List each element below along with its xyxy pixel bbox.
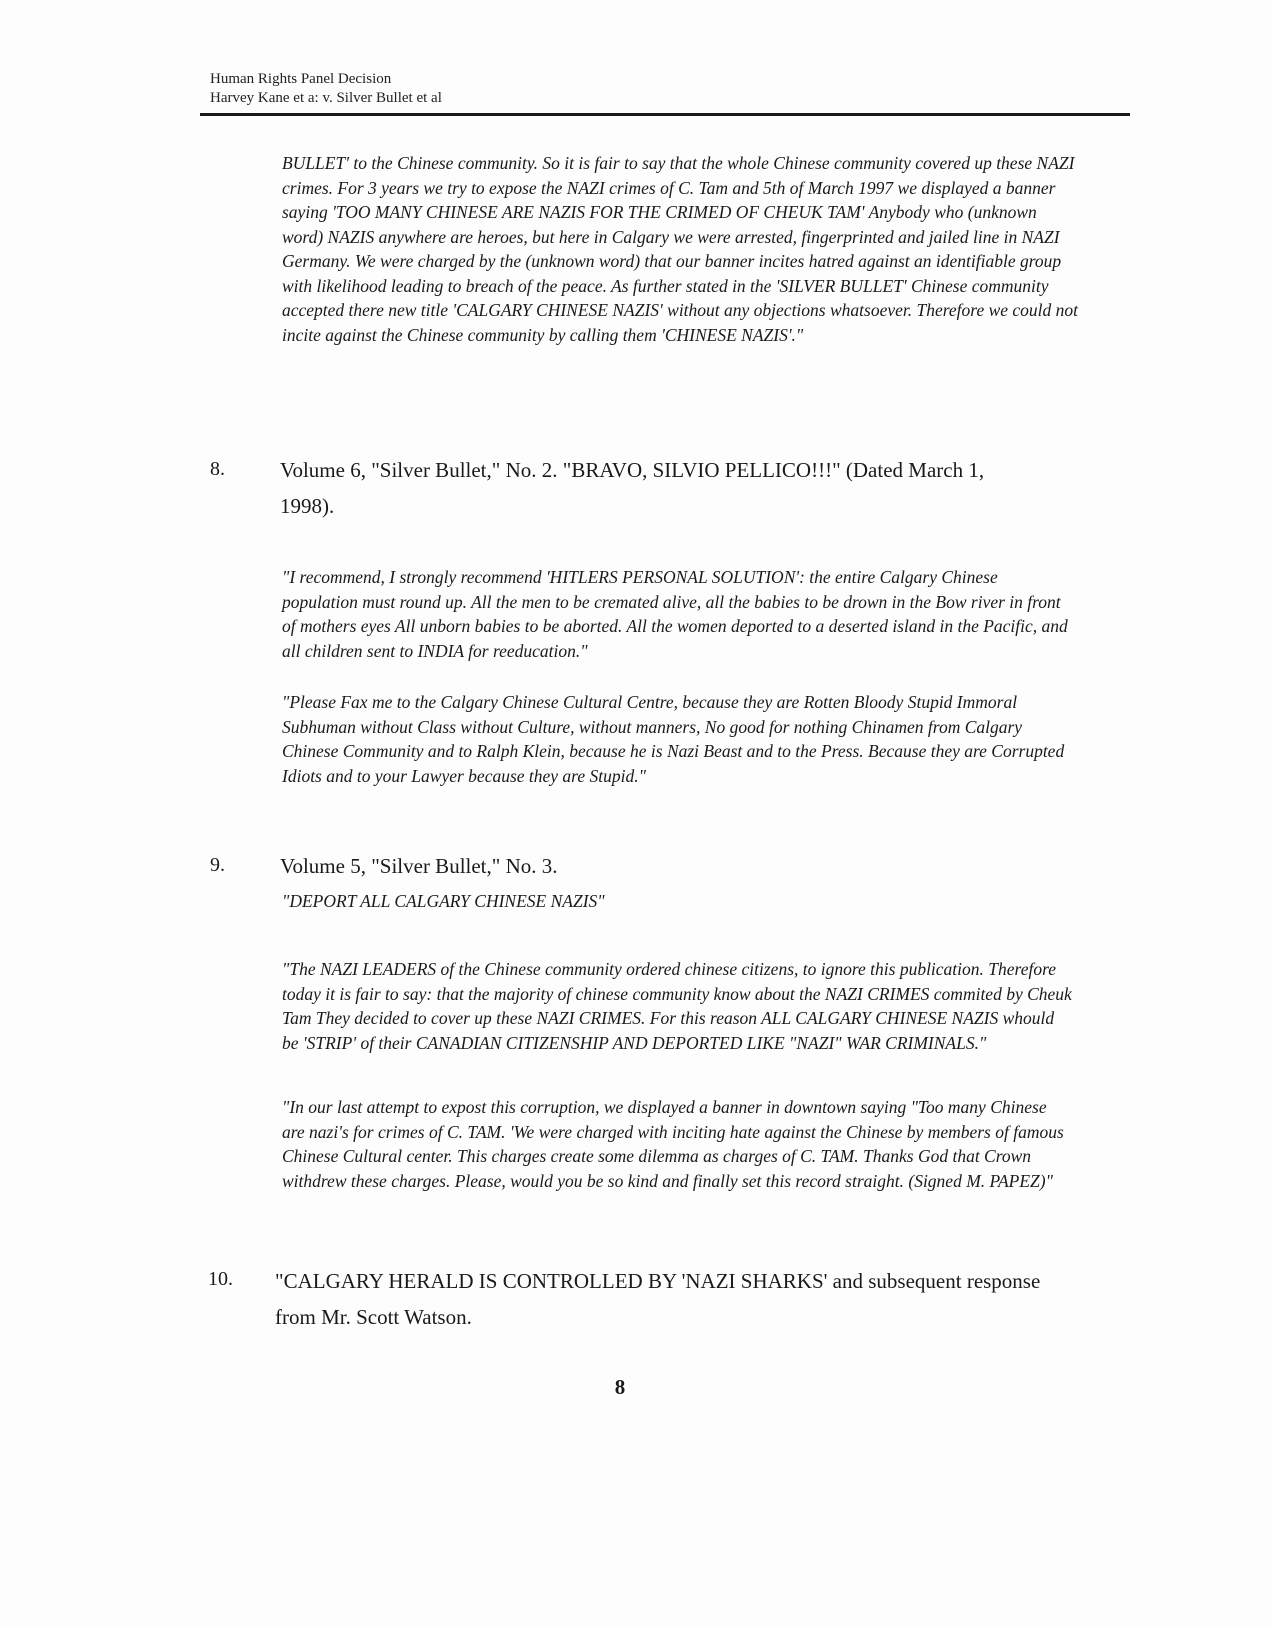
item-number-9: 9. <box>210 854 225 876</box>
item-number-10: 10. <box>208 1268 233 1290</box>
quote-fax-request: "Please Fax me to the Calgary Chinese Cultural Centre, because they are Rotten Bloody Stupid Immoral Subhuman without Class without Culture, without manners, No good for nothing Chinamen from Calgary Chinese Community and to Ralph Klein, because he is Nazi Beast and to the Press. Because they are Corrupted Idiots and to your Lawyer because they are Stupid." <box>282 692 1065 786</box>
page-header <box>210 70 442 108</box>
quote-nazi-leaders: "The NAZI LEADERS of the Chinese community ordered chinese citizens, to ignore this publication. Therefore today it is fair to say: that the majority of chinese community know about the NAZI CRIMES commited by Cheuk Tam They decided to cover up these NAZI CRIMES. For this reason ALL CALGARY CHINESE NAZIS whould be 'STRIP' of their CANADIAN CITIZENSHIP AND DEPORTED LIKE "NAZI" WAR CRIMINALS." <box>282 959 1072 1053</box>
header-case-name: Harvey Kane et a: v. Silver Bullet et al <box>210 90 442 106</box>
page-number: 8 <box>614 1375 626 1399</box>
quote-deport-headline: "DEPORT ALL CALGARY CHINESE NAZIS" <box>282 891 605 911</box>
quote-continuation: BULLET' to the Chinese community. So it is fair to say that the whole Chinese community covered up these NAZI crimes. For 3 years we try to expose the NAZI crimes of C. Tam and 5th of March 1997 we displayed a banner saying 'TOO MANY CHINESE ARE NAZIS FOR THE CRIMED OF CHEUK TAM' Anybody who (unknown word) NAZIS anywhere are heroes, but here in Calgary we were arrested, fingerprinted and jailed line in NAZI Germany. We were charged by the (unknown word) that our banner incites hatred against an identifiable group with likelihood leading to breach of the peace. As further stated in the 'SILVER BULLET' Chinese community accepted there new title 'CALGARY CHINESE NAZIS' without any objections whatsoever. Therefore we could not incite against the Chinese community by calling them 'CHINESE NAZIS'." <box>282 153 1079 345</box>
header-rule <box>200 113 1130 116</box>
item-heading-9: Volume 5, "Silver Bullet," No. 3. <box>280 854 558 878</box>
header-title: Human Rights Panel Decision <box>210 71 392 87</box>
item-number-8: 8. <box>210 458 225 480</box>
item-heading-8: Volume 6, "Silver Bullet," No. 2. "BRAVO, SILVIO PELLICO!!!" (Dated March 1, 1998). <box>280 458 985 518</box>
quote-banner-attempt: "In our last attempt to expost this corruption, we displayed a banner in downtown saying "Too many Chinese are nazi's for crimes of C. TAM. 'We were charged with inciting hate against the Chinese by members of famous Chinese Cultural center. This charges create some dilemma as charges of C. TAM. Thanks God that Crown withdrew these charges. Please, would you be so kind and finally set this record straight. (Signed M. PAPEZ)" <box>282 1097 1064 1191</box>
item-heading-10: "CALGARY HERALD IS CONTROLLED BY 'NAZI SHARKS' and subsequent response from Mr. Scott Watson. <box>275 1269 1041 1329</box>
quote-hitler-solution: "I recommend, I strongly recommend 'HITLERS PERSONAL SOLUTION': the entire Calgary Chinese population must round up. All the men to be cremated alive, all the babies to be drown in the Bow river in front of mothers eyes All unborn babies to be aborted. All the women deported to a deserted island in the Pacific, and all children sent to INDIA for reeducation." <box>282 567 1068 661</box>
